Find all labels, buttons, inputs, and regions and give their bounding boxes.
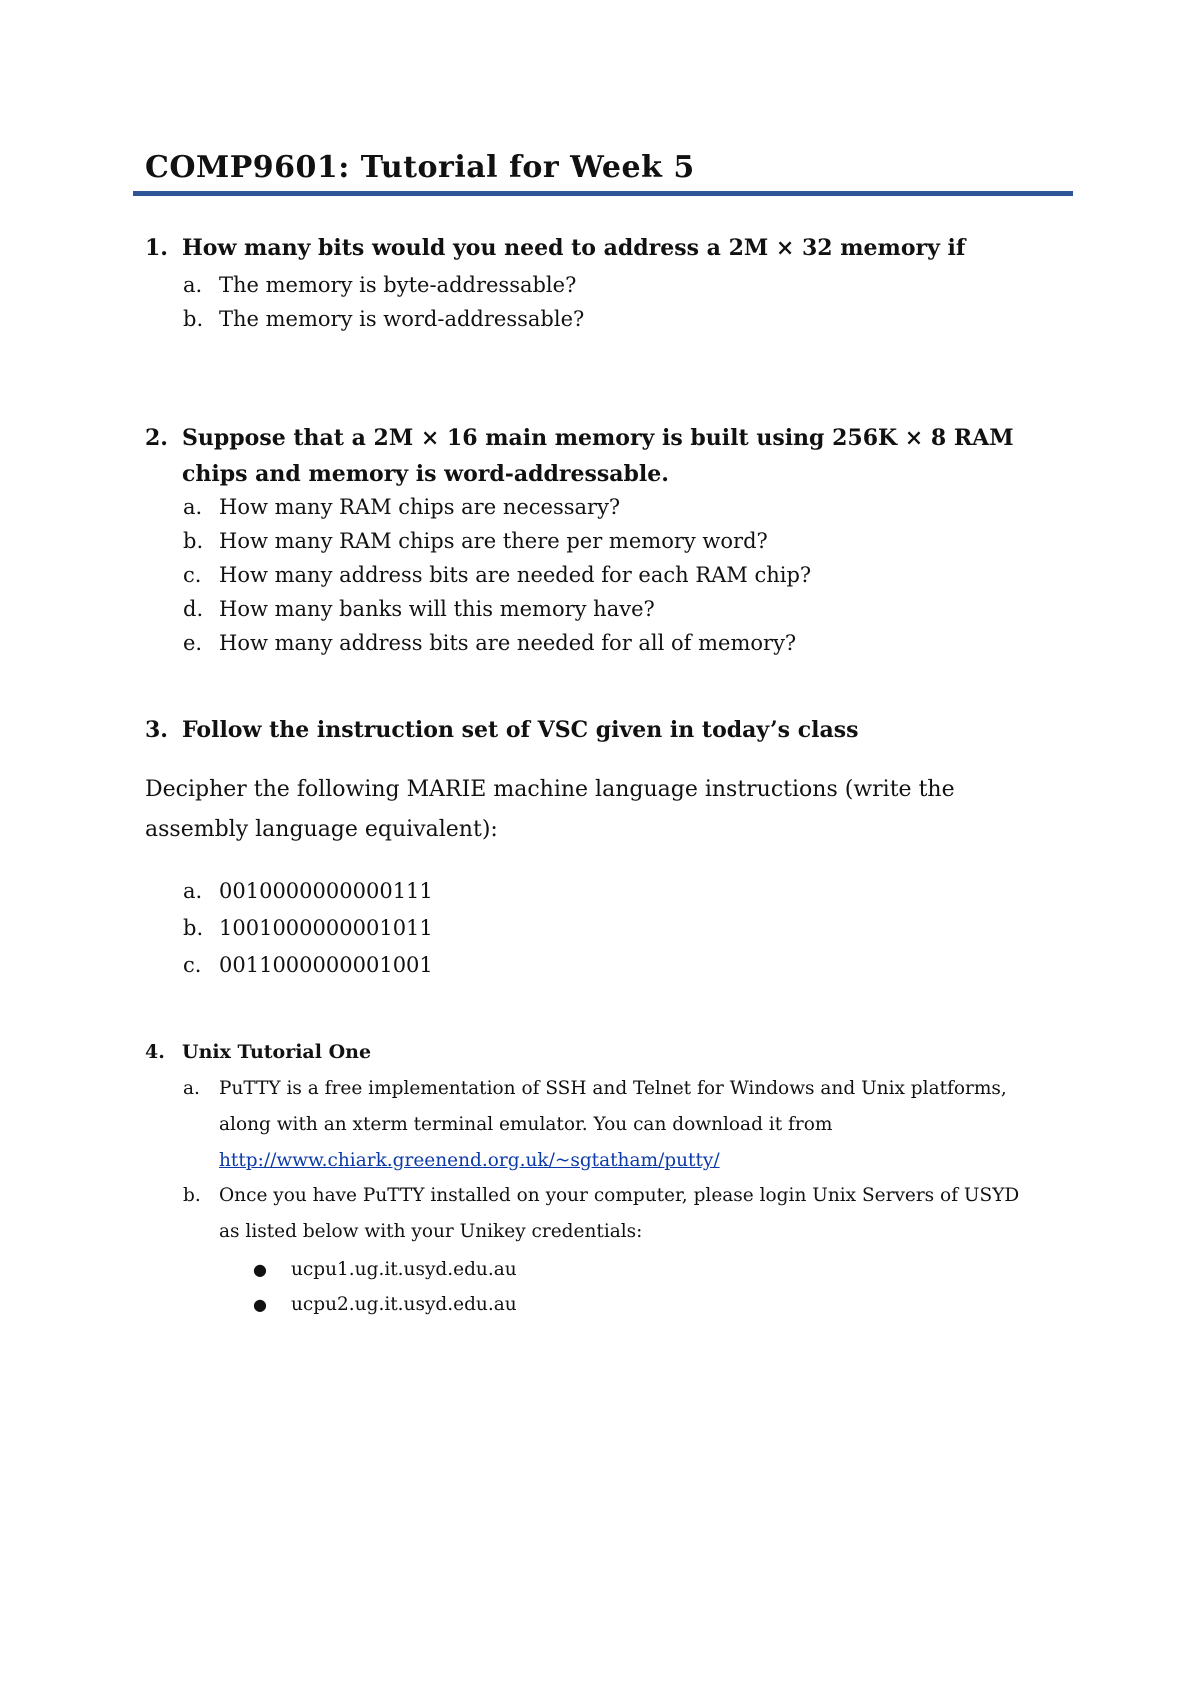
question-4-number: 4.	[145, 1041, 165, 1063]
item-label: a.	[183, 495, 203, 519]
question-1-item-b	[183, 302, 584, 336]
question-3-item-c	[183, 948, 433, 982]
page-title: COMP9601: Tutorial for Week 5	[145, 150, 695, 185]
question-2-item-e	[183, 626, 796, 660]
item-label: e.	[183, 631, 203, 655]
question-3-text: Follow the instruction set of VSC given in today’s class	[182, 717, 859, 743]
question-3	[145, 712, 858, 748]
server-name: ucpu2.ug.it.usyd.edu.au	[291, 1294, 517, 1315]
item-label: a.	[183, 879, 203, 903]
item-label: d.	[183, 597, 204, 621]
server-list-item	[253, 1253, 517, 1287]
item-label: b.	[183, 529, 204, 553]
question-4-item-b	[183, 1178, 1043, 1250]
item-text: How many RAM chips are necessary?	[219, 495, 621, 519]
question-4-text: Unix Tutorial One	[182, 1041, 372, 1063]
server-name: ucpu1.ug.it.usyd.edu.au	[291, 1259, 517, 1280]
question-3-item-b	[183, 911, 433, 945]
server-list-item	[253, 1288, 517, 1322]
question-2-line-2: chips and memory is word-addressable.	[182, 461, 669, 487]
question-1-text: How many bits would you need to address a 2M × 32 memory if	[182, 235, 966, 261]
question-4	[145, 1037, 371, 1067]
item-text: How many address bits are needed for each RAM chip?	[219, 563, 812, 587]
question-2-line-1: Suppose that a 2M × 16 main memory is built using 256K × 8 RAM	[182, 425, 1014, 451]
question-2	[145, 420, 1014, 492]
question-2-item-b	[183, 524, 768, 558]
title-rule	[133, 191, 1073, 196]
question-2-item-d	[183, 592, 655, 626]
item-label: a.	[183, 1078, 200, 1099]
question-3-instructions: Decipher the following MARIE machine language instructions (write the assembly language equivalent):	[145, 777, 955, 842]
item-label: b.	[183, 916, 204, 940]
item-text: How many RAM chips are there per memory word?	[219, 529, 768, 553]
item-text: How many address bits are needed for all of memory?	[219, 631, 797, 655]
putty-download-link[interactable]: http://www.chiark.greenend.org.uk/~sgtatham/putty/	[219, 1150, 720, 1171]
item-text: Once you have PuTTY installed on your computer, please login Unix Servers of USYD as listed below with your Unikey credentials:	[219, 1185, 1020, 1242]
question-3-number: 3.	[145, 717, 168, 743]
item-text: The memory is byte-addressable?	[219, 273, 577, 297]
item-text: 0011000000001001	[219, 953, 433, 977]
item-text: The memory is word-addressable?	[219, 307, 585, 331]
item-label: c.	[183, 953, 202, 977]
question-1-item-a	[183, 268, 576, 302]
item-text: PuTTY is a free implementation of SSH and Telnet for Windows and Unix platforms, along with an xterm terminal emulator. You can download it from	[219, 1078, 1007, 1135]
question-2-item-c	[183, 558, 811, 592]
item-text: 1001000000001011	[219, 916, 433, 940]
question-1	[145, 230, 965, 266]
question-3-item-a	[183, 874, 433, 908]
question-1-number: 1.	[145, 235, 168, 261]
question-4-item-a	[183, 1071, 1043, 1179]
question-2-item-a	[183, 490, 620, 524]
item-label: b.	[183, 1185, 201, 1206]
item-label: a.	[183, 273, 203, 297]
item-text: How many banks will this memory have?	[219, 597, 655, 621]
item-label: c.	[183, 563, 202, 587]
bullet-icon: ●	[253, 1295, 267, 1314]
item-text: 0010000000000111	[219, 879, 433, 903]
question-2-number: 2.	[145, 425, 168, 451]
item-label: b.	[183, 307, 204, 331]
bullet-icon: ●	[253, 1260, 267, 1279]
